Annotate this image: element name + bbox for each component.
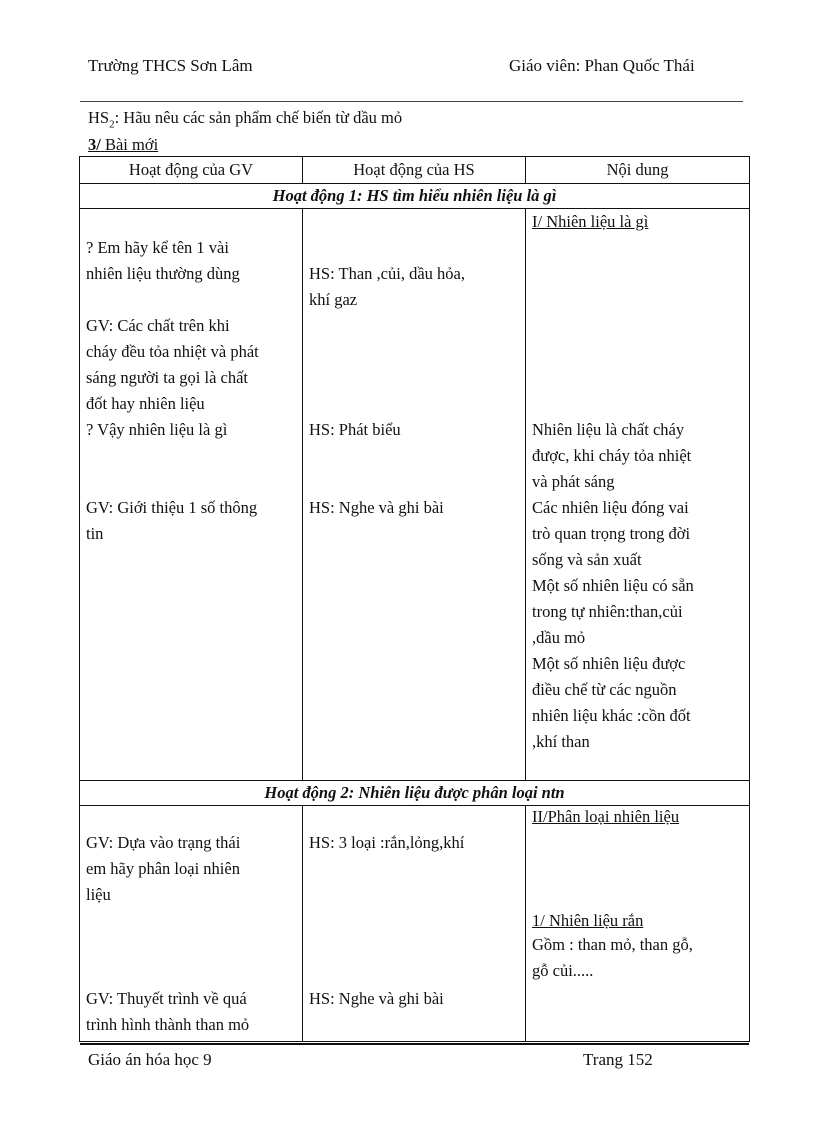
- gv-line: đốt hay nhiên liệu: [86, 394, 205, 413]
- activity1-gv-cell: [80, 209, 303, 781]
- content-line: được, khi cháy tỏa nhiệt: [532, 446, 692, 465]
- content-line: trò quan trọng trong đời: [532, 524, 691, 543]
- hs-line: HS: 3 loại :rắn,lỏng,khí: [309, 833, 465, 852]
- footer-divider: [80, 1043, 749, 1045]
- content-line: ,khí than: [532, 732, 590, 751]
- school-name: Trường THCS Sơn Lâm: [88, 56, 253, 75]
- gv-line: ? Vậy nhiên liệu là gì: [86, 420, 228, 439]
- teacher-name: Giáo viên: Phan Quốc Thái: [509, 56, 695, 75]
- footer-subject: Giáo án hóa học 9: [88, 1050, 212, 1069]
- content-line: gỗ củi.....: [532, 961, 594, 980]
- activity1-content-cell: [526, 209, 750, 781]
- gv-line: GV: Các chất trên khi: [86, 316, 230, 335]
- new-lesson-label: Bài mới: [100, 135, 159, 154]
- gv-line: sáng người ta gọi là chất: [86, 368, 249, 387]
- activity2-hs-cell: [303, 806, 526, 1042]
- content-line: Các nhiên liệu đóng vai: [532, 498, 689, 517]
- activity1-title-row: [80, 184, 750, 209]
- content-line: Một số nhiên liệu có sẵn: [532, 576, 694, 595]
- content-line: nhiên liệu khác :cồn đốt: [532, 706, 691, 725]
- hs2-text: : Hãu nêu các sản phẩm chế biến từ dầu mỏ: [114, 108, 403, 127]
- content-subheading: 1/ Nhiên liệu rắn: [532, 911, 644, 930]
- hs-line: HS: Nghe và ghi bài: [309, 498, 444, 517]
- activity2-content-cell: [526, 806, 750, 1042]
- gv-line: ? Em hãy kể tên 1 vài: [86, 238, 229, 257]
- activity2-body-row: [80, 806, 750, 1042]
- content-line: sống và sản xuất: [532, 550, 642, 569]
- table-header-row: [80, 157, 750, 184]
- content-heading: I/ Nhiên liệu là gì: [532, 212, 649, 231]
- activity1-body-row: [80, 209, 750, 781]
- column-header-gv: Hoạt động của GV: [80, 157, 303, 184]
- hs-line: khí gaz: [309, 290, 358, 309]
- activity1-hs-cell: [303, 209, 526, 781]
- content-line: ,dầu mỏ: [532, 628, 586, 647]
- gv-line: GV: Dựa vào trạng thái: [86, 833, 241, 852]
- hs2-subscript: 2: [109, 118, 115, 131]
- column-header-hs: Hoạt động của HS: [303, 157, 526, 184]
- gv-line: trình hình thành than mỏ: [86, 1015, 250, 1034]
- hs-line: HS: Than ,củi, dầu hỏa,: [309, 264, 465, 283]
- gv-line: GV: Thuyết trình về quá: [86, 989, 247, 1008]
- column-header-content: Nội dung: [526, 157, 750, 184]
- header-divider: [80, 101, 743, 102]
- new-lesson-number: 3/: [88, 135, 101, 154]
- activity1-title: Hoạt động 1: HS tìm hiểu nhiên liệu là gì: [80, 184, 750, 209]
- activity2-gv-cell: [80, 806, 303, 1042]
- gv-line: cháy đều tỏa nhiệt và phát: [86, 342, 259, 361]
- hs2-prefix: HS: [88, 108, 110, 127]
- hs2-question: [88, 108, 402, 130]
- activity2-title: Hoạt động 2: Nhiên liệu được phân loại ntn: [80, 781, 750, 806]
- content-line: Nhiên liệu là chất cháy: [532, 420, 685, 439]
- gv-line: em hãy phân loại nhiên: [86, 859, 240, 878]
- content-line: Gồm : than mỏ, than gỗ,: [532, 935, 693, 954]
- content-line: Một số nhiên liệu được: [532, 654, 686, 673]
- lesson-table: [79, 156, 750, 1042]
- hs-line: HS: Nghe và ghi bài: [309, 989, 444, 1008]
- gv-line: liệu: [86, 885, 111, 904]
- gv-line: tin: [86, 524, 104, 543]
- content-line: điều chế từ các nguồn: [532, 680, 677, 699]
- page-number: Trang 152: [583, 1050, 653, 1069]
- gv-line: GV: Giới thiệu 1 số thông: [86, 498, 258, 517]
- new-lesson-heading: [88, 135, 158, 155]
- gv-line: nhiên liệu thường dùng: [86, 264, 240, 283]
- content-heading: II/Phân loại nhiên liệu: [532, 807, 680, 826]
- activity2-title-row: [80, 781, 750, 806]
- content-line: và phát sáng: [532, 472, 615, 491]
- content-line: trong tự nhiên:than,củi: [532, 602, 683, 621]
- hs-line: HS: Phát biểu: [309, 420, 401, 439]
